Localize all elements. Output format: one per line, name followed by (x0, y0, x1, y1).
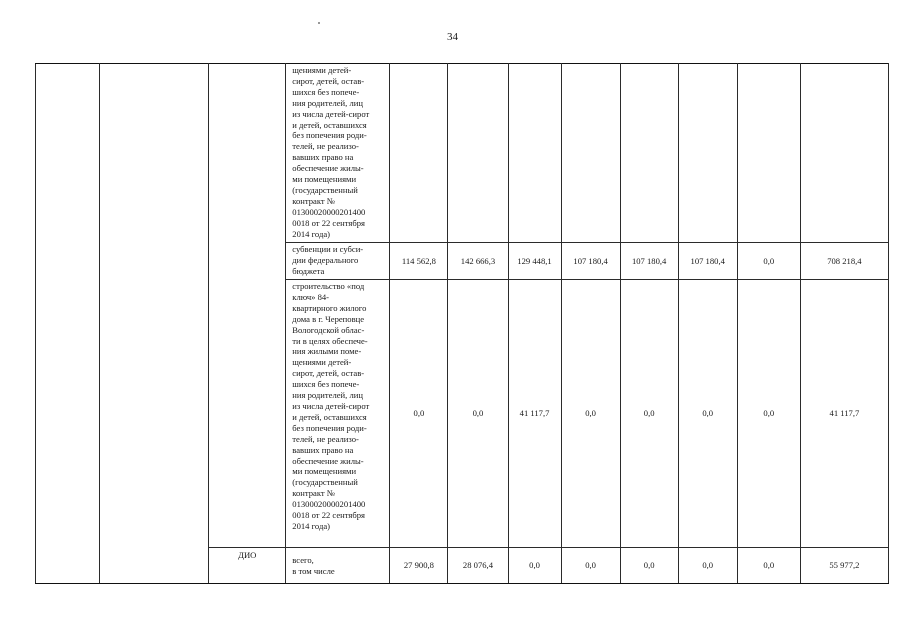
value-cell (508, 64, 561, 243)
value-cell (620, 64, 678, 243)
agency-cell: ДИО (209, 548, 286, 584)
value-cell: 0,0 (737, 548, 800, 584)
value-cell: 0,0 (561, 280, 620, 548)
description-cell: строительство «под ключ» 84- квартирного жилого дома в г. Череповце Вологодской облас- ти в целях обеспече- ния жилыми поме- щениями детей- сирот, детей, остав- шихся без попече- ния родителей, лиц из числа детей-сирот и детей, оставшихся без попечения роди- телей, не реализо- вавших право на обеспечение жилы- ми помещениями (государственный контракт № 01300020000201400 0018 от 22 сентября 2014 года) (286, 280, 390, 548)
value-cell: 0,0 (390, 280, 448, 548)
column-1-cell (36, 548, 100, 584)
value-cell: 0,0 (737, 243, 800, 280)
description-cell: субвенции и субси- дии федерального бюджета (286, 243, 390, 280)
value-cell: 0,0 (737, 280, 800, 548)
column-1-cell (36, 280, 100, 548)
column-2-cell (100, 243, 209, 280)
value-cell (678, 64, 737, 243)
agency-cell (209, 280, 286, 548)
value-cell: 41 117,7 (508, 280, 561, 548)
value-cell: 0,0 (678, 548, 737, 584)
value-cell: 0,0 (448, 280, 508, 548)
total-value-cell: 55 977,2 (800, 548, 888, 584)
value-cell: 0,0 (620, 548, 678, 584)
value-cell (561, 64, 620, 243)
page-number: 34 (447, 31, 458, 43)
value-cell: 107 180,4 (678, 243, 737, 280)
value-cell: 142 666,3 (448, 243, 508, 280)
agency-cell (209, 243, 286, 280)
column-1-cell (36, 64, 100, 243)
description-cell: всего, в том числе (286, 548, 390, 584)
scan-speck (318, 22, 320, 24)
value-cell: 27 900,8 (390, 548, 448, 584)
column-2-cell (100, 280, 209, 548)
table-row (36, 243, 889, 280)
value-cell: 0,0 (508, 548, 561, 584)
column-2-cell (100, 548, 209, 584)
value-cell: 107 180,4 (561, 243, 620, 280)
value-cell (390, 64, 448, 243)
value-cell: 107 180,4 (620, 243, 678, 280)
value-cell: 129 448,1 (508, 243, 561, 280)
value-cell: 0,0 (561, 548, 620, 584)
column-2-cell (100, 64, 209, 243)
budget-table (35, 63, 889, 584)
value-cell: 0,0 (620, 280, 678, 548)
value-cell: 0,0 (678, 280, 737, 548)
value-cell: 114 562,8 (390, 243, 448, 280)
value-cell (448, 64, 508, 243)
table-row (36, 548, 889, 584)
table-row (36, 280, 889, 548)
value-cell (737, 64, 800, 243)
table-row (36, 64, 889, 243)
value-cell: 28 076,4 (448, 548, 508, 584)
column-1-cell (36, 243, 100, 280)
agency-cell (209, 64, 286, 243)
total-value-cell: 41 117,7 (800, 280, 888, 548)
total-value-cell (800, 64, 888, 243)
description-cell: щениями детей- сирот, детей, остав- шихся без попече- ния родителей, лиц из числа детей-сирот и детей, оставшихся без попечения роди- телей, не реализо- вавших право на обеспечение жилы- ми помещениями (государственный контракт № 01300020000201400 0018 от 22 сентября 2014 года) (286, 64, 390, 243)
total-value-cell: 708 218,4 (800, 243, 888, 280)
